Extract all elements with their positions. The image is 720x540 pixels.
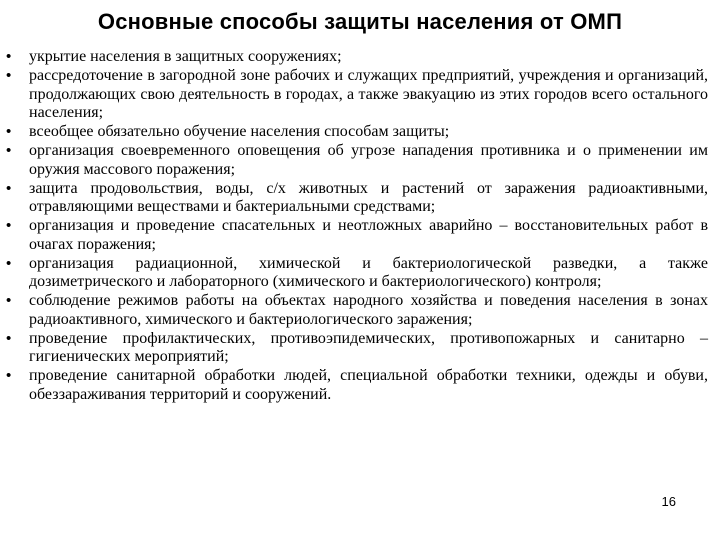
bullet-icon: • bbox=[6, 179, 12, 197]
bullet-icon: • bbox=[6, 123, 12, 140]
bullet-icon: • bbox=[6, 142, 12, 159]
list-item-text: организация радиационной, химической и бактериологической разведки, а также дозиметрического и лабораторного (химического и бактериологического) контроля; bbox=[29, 254, 708, 290]
list-item bbox=[0, 67, 720, 123]
list-item-text: проведение санитарной обработки людей, специальной обработки техники, одежды и обуви, обеззараживания территорий и сооружений. bbox=[29, 367, 708, 403]
list-item-text: всеобщее обязательно обучение населения способам защиты; bbox=[29, 123, 450, 140]
list-item-text: защита продовольствия, воды, с/х животных и растений от заражения радиоактивными, отравляющими веществами и бактериальными средствами; bbox=[29, 179, 708, 215]
list-item-text: проведение профилактических, противоэпидемических, противопожарных и санитарно – гигиенических мероприятий; bbox=[29, 329, 708, 365]
list-item bbox=[0, 255, 720, 292]
list-item-text: организация своевременного оповещения об угрозе нападения противника и о применении им оружия массового поражения; bbox=[29, 142, 708, 178]
list-item-text: укрытие населения в защитных сооружениях; bbox=[29, 48, 342, 65]
bullet-icon: • bbox=[6, 292, 12, 309]
page-number: 16 bbox=[661, 494, 676, 509]
bullet-icon: • bbox=[6, 329, 12, 347]
list-item bbox=[0, 292, 720, 329]
list-item bbox=[0, 330, 720, 367]
list-item-text: организация и проведение спасательных и неотложных аварийно – восстановительных работ в очагах поражения; bbox=[29, 217, 708, 253]
bullet-icon: • bbox=[6, 254, 12, 272]
bullet-icon: • bbox=[6, 48, 12, 65]
list-item bbox=[0, 123, 720, 142]
list-item-text: соблюдение режимов работы на объектах народного хозяйства и поведения населения в зонах радиоактивного, химического и бактериологического заражения; bbox=[29, 292, 708, 328]
list-item-text: рассредоточение в загородной зоне рабочих и служащих предприятий, учреждения и организаций, продолжающих свою деятельность в городах, а также эвакуацию из этих городов всего остального населения; bbox=[29, 67, 708, 121]
list-item bbox=[0, 367, 720, 404]
list-item bbox=[0, 217, 720, 254]
bullet-list bbox=[0, 48, 720, 405]
bullet-icon: • bbox=[6, 217, 12, 234]
list-item bbox=[0, 180, 720, 217]
bullet-icon: • bbox=[6, 367, 12, 384]
list-item bbox=[0, 142, 720, 179]
list-item bbox=[0, 48, 720, 67]
slide-title: Основные способы защиты населения от ОМП bbox=[97, 9, 623, 34]
bullet-icon: • bbox=[6, 67, 12, 84]
